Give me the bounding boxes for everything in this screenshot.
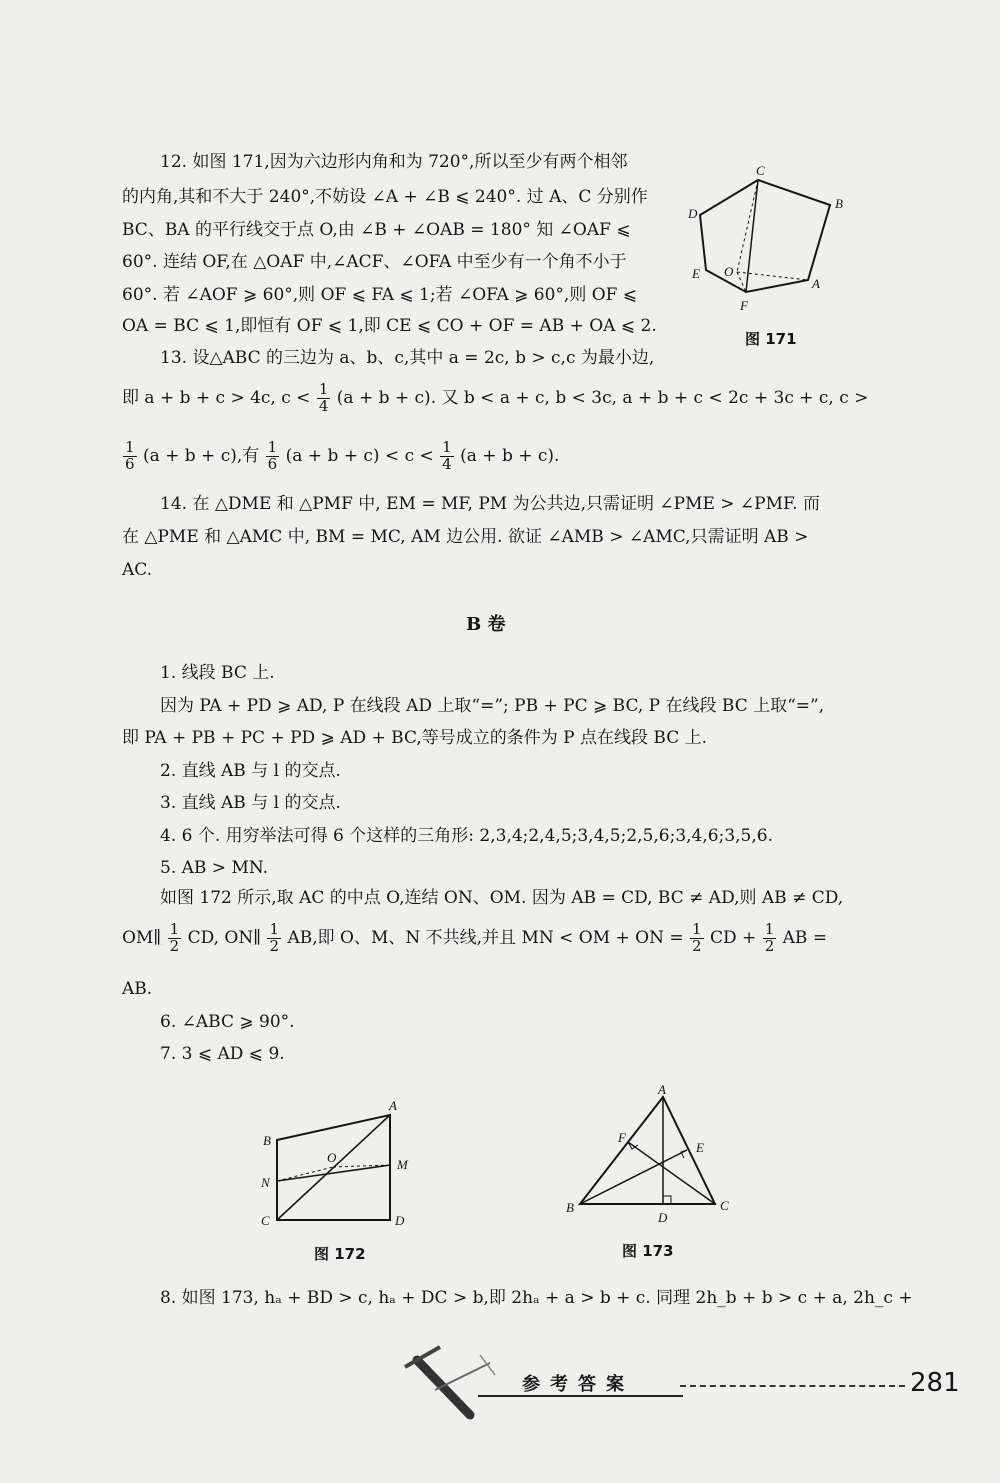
p13-line-2-b: (a + b + c). 又 b < a + c, b < 3c, a + b + c < 2c + 3c + c, c > (336, 387, 869, 408)
fraction-one-half-2: $\frac{1}{2}$ (269, 920, 280, 955)
fig172-label-n: N (261, 1175, 270, 1190)
p13-line-3-a: (a + b + c),有 (142, 445, 260, 466)
fig172-label-c: C (261, 1213, 270, 1228)
page-number: 281 (910, 1368, 960, 1398)
fig171-label-a: A (812, 276, 820, 291)
fraction-one-quarter: $\frac{1}{4}$ (318, 380, 329, 415)
pen-ruler-icon (395, 1335, 505, 1425)
fig173-label-d: D (658, 1210, 668, 1225)
fig172-caption: 图 172 (314, 1245, 366, 1263)
b4-line: 4. 6 个. 用穷举法可得 6 个这样的三角形: 2,3,4;2,4,5;3,4,5;2,5,6;3,4,6;3,5,6. (160, 826, 773, 846)
fig173-label-f: F (618, 1130, 626, 1145)
fig172-label-d: D (395, 1213, 405, 1228)
parallel-equal-symbol-2: ∥ (253, 927, 262, 948)
b5-line-3-a: OM (122, 927, 154, 948)
b5-line-3-e: AB = (782, 927, 828, 948)
b1-line-1: 1. 线段 BC 上. (160, 663, 275, 683)
b5-line-3-c: AB,即 O、M、N 不共线,并且 MN < OM + ON = (287, 927, 684, 948)
figure-173 (560, 1082, 740, 1232)
b6-line: 6. ∠ABC ⩾ 90°. (160, 1012, 295, 1032)
p13-line-1: 13. 设△ABC 的三边为 a、b、c,其中 a = 2c, b > c,c 为最小边, (160, 348, 655, 368)
fig173-caption: 图 173 (622, 1242, 674, 1260)
b1-line-2: 因为 PA + PD ⩾ AD, P 在线段 AD 上取“=”; PB + PC ⩾ BC, P 在线段 BC 上取“=”, (160, 696, 825, 716)
footer-title: 参考答案 (522, 1374, 634, 1395)
fraction-one-half-4: $\frac{1}{2}$ (764, 920, 775, 955)
p12-line-1: 12. 如图 171,因为六边形内角和为 720°,所以至少有两个相邻 (160, 152, 628, 172)
fig172-label-o: O (327, 1150, 337, 1165)
b5-line-1: 5. AB > MN. (160, 858, 269, 878)
fraction-one-sixth-2: $\frac{1}{6}$ (267, 438, 278, 473)
b7-line: 7. 3 ⩽ AD ⩽ 9. (160, 1044, 285, 1064)
fig173-label-a: A (658, 1082, 666, 1097)
b1-line-3: 即 PA + PB + PC + PD ⩾ AD + BC,等号成立的条件为 P 点在线段 BC 上. (122, 728, 708, 748)
b2-line: 2. 直线 AB 与 l 的交点. (160, 761, 341, 781)
footer-dashes (680, 1385, 905, 1387)
b5-line-3 (122, 922, 827, 955)
fig172-label-b: B (263, 1133, 271, 1148)
p14-line-3: AC. (122, 560, 153, 580)
fig173-label-c: C (720, 1198, 729, 1213)
fig171-label-c: C (756, 163, 765, 178)
b5-line-3-d: CD + (710, 927, 757, 948)
fraction-one-half: $\frac{1}{2}$ (169, 920, 180, 955)
fig171-caption: 图 171 (745, 330, 797, 348)
fraction-one-sixth: $\frac{1}{6}$ (125, 438, 135, 473)
p13-line-2-a: 即 a + b + c > 4c, c < (122, 387, 311, 408)
p14-line-1: 14. 在 △DME 和 △PMF 中, EM = MF, PM 为公共边,只需证明 ∠PME > ∠PMF. 而 (160, 494, 820, 514)
p12-line-3: BC、BA 的平行线交于点 O,由 ∠B + ∠OAB = 180° 知 ∠OAF ⩽ (122, 220, 631, 240)
p13-line-3 (122, 440, 559, 473)
fraction-one-quarter-2: $\frac{1}{4}$ (442, 438, 452, 473)
p12-line-4: 60°. 连结 OF,在 △OAF 中,∠ACF、∠OFA 中至少有一个角不小于 (122, 252, 627, 272)
parallel-equal-symbol: ∥ (153, 927, 162, 948)
fig171-label-e: E (692, 266, 700, 281)
fig171-label-f: F (740, 298, 748, 313)
fig171-label-d: D (688, 206, 698, 221)
b5-line-2: 如图 172 所示,取 AC 的中点 O,连结 ON、OM. 因为 AB = CD, BC ≠ AD,则 AB ≠ CD, (160, 888, 844, 908)
figure-172 (255, 1095, 425, 1235)
figure-171 (680, 160, 860, 320)
p12-line-5: 60°. 若 ∠AOF ⩾ 60°,则 OF ⩽ FA ⩽ 1;若 ∠OFA ⩾ 60°,则 OF ⩽ (122, 285, 638, 305)
fig171-label-o: O (724, 264, 734, 279)
fig171-label-b: B (835, 196, 843, 211)
p13-line-3-b: (a + b + c) < c < (285, 445, 434, 466)
p12-line-6: OA = BC ⩽ 1,即恒有 OF ⩽ 1,即 CE ⩽ CO + OF = AB + OA ⩽ 2. (122, 316, 657, 336)
b8-line: 8. 如图 173, hₐ + BD > c, hₐ + DC > b,即 2hₐ + a > b + c. 同理 2h_b + b > c + a, 2h_c + (160, 1288, 913, 1308)
fig172-label-a: A (389, 1098, 397, 1113)
p14-line-2: 在 △PME 和 △AMC 中, BM = MC, AM 边公用. 欲证 ∠AMB > ∠AMC,只需证明 AB > (122, 527, 809, 547)
fig172-label-m: M (397, 1157, 408, 1172)
section-b-heading: B 卷 (466, 614, 506, 635)
p12-line-2: 的内角,其和不大于 240°,不妨设 ∠A + ∠B ⩽ 240°. 过 A、C 分别作 (122, 187, 648, 207)
fig173-label-e: E (696, 1140, 704, 1155)
fig173-label-b: B (566, 1200, 574, 1215)
b5-line-4: AB. (122, 979, 153, 999)
fraction-one-half-3: $\frac{1}{2}$ (692, 920, 702, 955)
p13-line-2 (122, 382, 868, 415)
b3-line: 3. 直线 AB 与 l 的交点. (160, 793, 341, 813)
p13-line-3-c: (a + b + c). (460, 445, 560, 466)
b5-line-3-b: CD, ON (187, 927, 254, 948)
